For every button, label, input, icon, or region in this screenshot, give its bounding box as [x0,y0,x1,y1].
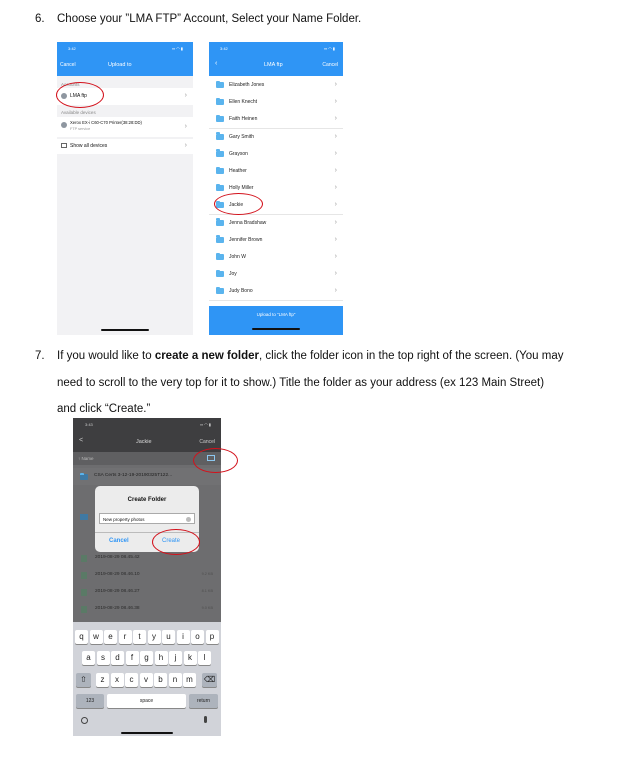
devices-icon [61,143,67,148]
globe-icon[interactable] [81,717,88,724]
space-key[interactable]: space [107,694,186,708]
microphone-icon[interactable] [204,716,207,723]
key-e[interactable]: e [104,630,117,644]
status-time: 3:42 [220,46,228,51]
key-x[interactable]: x [111,673,124,687]
chevron-right-icon: › [334,270,337,278]
status-time: 3:42 [68,46,76,51]
file-size: 9.2 KB [201,572,213,576]
key-f[interactable]: f [126,651,139,665]
shift-key[interactable]: ⇧ [76,673,91,687]
folder-icon [216,151,224,157]
folder-icon [216,116,224,122]
phone-lma-ftp-folders [209,42,343,335]
key-d[interactable]: d [111,651,124,665]
account-name: LMA ftp [70,93,87,99]
folder-icon [216,185,224,191]
header-bar [57,42,193,76]
dialog-cancel-button[interactable]: Cancel [109,538,129,544]
home-indicator [101,329,149,331]
chevron-right-icon: › [334,184,337,192]
chevron-right-icon: › [334,201,337,209]
dialog-create-button[interactable]: Create [162,538,181,544]
key-t[interactable]: t [133,630,146,644]
folder-name: Heather [229,168,247,174]
folder-row[interactable] [209,215,343,233]
folder-name: Joy [229,271,237,278]
device-row[interactable] [57,117,193,137]
file-name: 2019-08-29 08.46.10 [95,572,140,577]
annotation-ellipse-folder-icon [193,448,238,473]
folder-icon [216,168,224,174]
annotation-ellipse-jackie [214,193,263,215]
folder-icon [216,99,224,105]
return-key[interactable]: return [189,694,218,708]
step-6-text: Choose your ”LMA FTP” Account, Select your Name Folder. [57,13,362,25]
status-icons: ▪▪ ◠ ▮ [200,422,211,427]
key-a[interactable]: a [82,651,95,665]
key-c[interactable]: c [125,673,138,687]
header-bar [73,418,221,452]
folder-icon [216,82,224,88]
image-file-icon [81,589,87,596]
upload-button[interactable] [209,306,343,335]
file-row[interactable] [73,567,221,584]
key-q[interactable]: q [75,630,88,644]
device-name: Xerox EX-i C60-C70 Printer(38:28:DD) [70,120,142,125]
file-name: 2019-08-29 08.46.27 [95,589,140,594]
delete-key[interactable]: ⌫ [202,673,217,687]
folder-icon [216,288,224,294]
page-title: LMA ftp [264,62,283,68]
file-row[interactable] [73,550,221,567]
status-icons: ▪▪ ◠ ▮ [324,46,335,51]
chevron-right-icon: › [334,253,337,260]
file-row[interactable] [73,601,221,618]
step-6-number: 6. [35,13,45,25]
folder-row[interactable] [209,266,343,284]
folder-row[interactable] [209,283,343,301]
key-n[interactable]: n [169,673,182,687]
step-7-line-3: and click “Create.” [57,403,151,415]
folder-name: Holly Miller [229,185,254,192]
upload-button-label: Upload to “LMA ftp” [256,312,296,317]
folder-name: Judy Bono [229,288,253,295]
chevron-right-icon: › [334,287,337,295]
home-indicator [252,328,300,330]
folder-name: Gary Smith [229,133,255,140]
file-list [73,550,221,620]
folder-name: Jennifer Brown [229,236,263,243]
folder-name: CSA Certs 3-12-19-20190325T122... [94,473,173,478]
folder-name: Elizabeth Jones [229,82,265,88]
folder-icon [216,220,224,226]
key-b[interactable]: b [154,673,167,687]
key-h[interactable]: h [155,651,168,665]
file-size: 8.1 KB [201,589,213,593]
image-file-icon [81,606,87,613]
key-g[interactable]: g [140,651,153,665]
chevron-right-icon: › [334,235,337,243]
folder-name-input[interactable] [99,513,195,524]
image-file-icon [81,555,87,562]
home-indicator [121,732,173,734]
dialog-title: Create Folder [127,497,167,503]
chevron-right-icon: › [184,92,187,99]
chevron-right-icon: › [334,167,337,174]
folder-row[interactable] [209,163,343,181]
chevron-right-icon: › [334,115,337,123]
back-button[interactable]: < [79,437,84,444]
folder-name: Faith Heinen [229,116,258,123]
step-7-emphasis: create a new folder [154,350,259,362]
folder-icon [80,514,88,520]
annotation-ellipse-create [152,529,200,555]
key-m[interactable]: m [183,673,196,687]
folder-name-value: New property photos [103,516,145,522]
chevron-right-icon: › [184,123,187,130]
chevron-right-icon: › [334,218,337,226]
folder-icon [216,134,224,140]
folder-list [209,76,343,306]
key-s[interactable]: s [97,651,110,665]
show-all-label: Show all devices [70,143,108,149]
folder-icon [216,237,224,243]
file-size: 9.0 KB [201,606,213,610]
key-r[interactable]: r [119,630,132,644]
printer-icon [61,122,67,128]
folder-icon [216,271,224,277]
chevron-right-icon: › [334,132,337,140]
key-w[interactable]: w [90,630,103,644]
folder-name: Jenna Bradshaw [229,219,267,226]
key-u[interactable]: u [162,630,175,644]
key-k[interactable]: k [184,651,197,665]
chevron-right-icon: › [184,142,187,149]
file-row[interactable] [73,584,221,601]
folder-row[interactable] [209,129,343,147]
folder-name: Ellen Knecht [229,99,258,106]
folder-row[interactable] [209,94,343,112]
key-z[interactable]: z [96,673,109,687]
key-v[interactable]: v [140,673,153,687]
accounts-header: Accounts [61,82,80,87]
keyboard [73,622,221,736]
cancel-button[interactable]: Cancel [60,62,76,68]
key-j[interactable]: j [169,651,182,665]
device-subtitle: FTP service [70,127,91,131]
back-icon[interactable]: ‹ [215,60,218,67]
file-name: 2019-08-29 08.45.42 [95,555,140,560]
folder-row[interactable] [209,111,343,129]
status-time: 3:43 [85,422,93,427]
folder-name: John W [229,254,246,260]
folder-name: Grayson [229,150,248,157]
step-7-number: 7. [35,350,45,362]
step-7-line-2: need to scroll to the very top for it to show.) Title the folder as your address (ex 123 Main Street) [57,377,545,389]
folder-row[interactable] [209,77,343,95]
annotation-ellipse-account [56,82,104,108]
page-title: Upload to [108,62,132,68]
folder-row[interactable] [209,249,343,267]
key-o[interactable]: o [191,630,204,644]
numbers-key[interactable]: 123 [76,694,104,708]
cancel-button[interactable]: Cancel [199,439,215,445]
devices-header: Available devices [61,110,96,115]
header-bar [209,42,343,76]
step-7-line-1: If you would like to create a new folder, click the folder icon in the top right of the screen. (You may [57,350,564,362]
folder-icon [216,254,224,260]
show-all-devices-row[interactable] [57,139,193,154]
page-title: Jackie [136,439,152,445]
folder-row[interactable] [209,232,343,250]
key-y[interactable]: y [148,630,161,644]
folder-icon [80,474,88,480]
key-l[interactable]: l [198,651,211,665]
folder-row[interactable] [209,146,343,164]
key-p[interactable]: p [206,630,219,644]
sort-label[interactable]: ↑ Name [78,456,94,461]
chevron-right-icon: › [334,149,337,157]
chevron-right-icon: › [334,98,337,106]
key-i[interactable]: i [177,630,190,644]
folder-name: Jackie [229,202,244,209]
cancel-button[interactable]: Cancel [322,62,338,68]
status-icons: ▪▪ ◠ ▮ [172,46,183,51]
folder-row[interactable] [73,468,221,485]
file-name: 2019-08-29 08.46.38 [95,606,140,611]
clear-icon[interactable] [186,517,191,522]
image-file-icon [81,572,87,579]
chevron-right-icon: › [334,81,337,88]
